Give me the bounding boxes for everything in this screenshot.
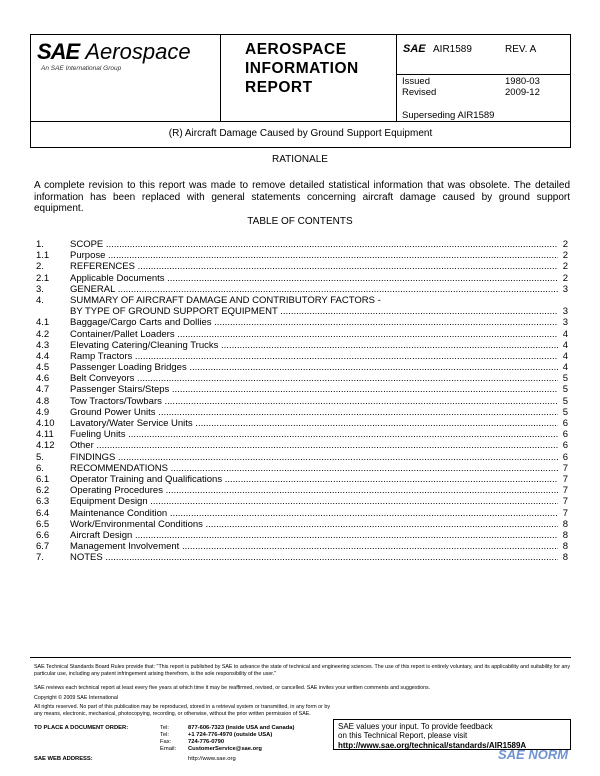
toc-entry-title: Other ..... [70, 440, 558, 451]
toc-entry[interactable] [36, 239, 568, 250]
toc-entry[interactable] [36, 496, 568, 507]
toc-entry-number: 2. [36, 261, 44, 273]
toc-entry-title: Work/Environmental Conditions ..... [70, 519, 558, 530]
toc-entry-number: 4.5 [36, 362, 50, 374]
toc-entry-title: Aircraft Design ..... [70, 530, 558, 541]
tel-label: Tel: [160, 725, 170, 731]
toc-entry-number: 4.2 [36, 328, 50, 340]
tel2-value: +1 724-776-4970 (outside USA) [188, 732, 273, 738]
toc-entry-number: 6. [36, 462, 44, 474]
toc-entry-title: Operator Training and Qualifications ..... [70, 474, 558, 485]
toc-entry-page: 6 [558, 429, 568, 440]
toc-entry-number: 6.1 [36, 473, 50, 485]
sae-norm-watermark: SAE NORM [498, 747, 569, 762]
toc-entry-title: Passenger Loading Bridges ..... [70, 362, 558, 373]
issued-date: 1980-03 [505, 76, 540, 87]
logo-sae-text: SAE [37, 39, 80, 64]
toc-entry-number: 4.1 [36, 317, 50, 329]
toc-entry-number: 4.8 [36, 395, 50, 407]
sae-small-logo: SAE [403, 43, 426, 55]
toc-entry-title: Container/Pallet Loaders ..... [70, 329, 558, 340]
toc-entry-page: 5 [558, 407, 568, 418]
copyright-text: Copyright © 2009 SAE International [34, 695, 118, 701]
toc-entry-page: 2 [558, 273, 568, 284]
toc-entry[interactable] [36, 485, 568, 496]
toc-entry-page: 2 [558, 250, 568, 261]
document-header [30, 34, 571, 148]
toc-entry[interactable] [36, 396, 568, 407]
toc-entry[interactable] [36, 373, 568, 384]
toc-entry-title: Fueling Units ..... [70, 429, 558, 440]
fax-value: 724-776-0790 [188, 739, 225, 745]
toc-entry-title: Ramp Tractors ..... [70, 351, 558, 362]
review-text: SAE reviews each technical report at least every five years at which time it may be reaffirmed, revised, or cancelled. SAE invites your written comments and suggestions. [34, 685, 431, 691]
toc-entry-page: 7 [558, 508, 568, 519]
rights-text: All rights reserved. No part of this publication may be reproduced, stored in a retrieval system or transmitted, in any form or by any means, electronic, mechanical, photocopying, recording, or otherwise, without the prior written permission of SAE. [34, 704, 330, 717]
toc-entry-page: 6 [558, 418, 568, 429]
logo-aerospace-text: Aerospace [85, 39, 191, 64]
toc-entry-page: 2 [558, 261, 568, 272]
report-type-line-2: INFORMATION [245, 60, 359, 77]
toc-entry[interactable] [36, 541, 568, 552]
toc-entry-page: 2 [558, 239, 568, 250]
table-of-contents [36, 239, 568, 563]
toc-entry[interactable] [36, 273, 568, 284]
toc-entry-page: 4 [558, 340, 568, 351]
tel2-label: Tel: [160, 732, 170, 738]
toc-entry[interactable] [36, 250, 568, 261]
toc-entry-title: Applicable Documents ..... [70, 273, 558, 284]
toc-entry-title: Lavatory/Water Service Units ..... [70, 418, 558, 429]
toc-entry-number: 3. [36, 283, 44, 295]
board-rules-text: SAE Technical Standards Board Rules provide that: "This report is published by SAE to advance the state of technical and engineering sciences. The use of this report is entirely voluntary, and its applicability and suitability for any particular use, including any patent infringement arising therefrom, is the sole responsibility of the user." [34, 664, 570, 677]
toc-entry[interactable] [36, 261, 568, 272]
toc-entry[interactable] [36, 384, 568, 395]
toc-entry-number: 6.7 [36, 541, 50, 553]
revision-label: REV. A [505, 44, 537, 55]
toc-entry[interactable] [36, 407, 568, 418]
toc-entry[interactable] [36, 306, 568, 317]
logo-subtitle: An SAE International Group [41, 65, 122, 72]
toc-entry-number: 4.9 [36, 406, 50, 418]
toc-entry-page: 6 [558, 440, 568, 451]
toc-entry-title: FINDINGS ..... [70, 452, 558, 463]
revised-date: 2009-12 [505, 87, 540, 98]
toc-entry-title: Elevating Catering/Cleaning Trucks ..... [70, 340, 558, 351]
toc-entry-title: SUMMARY OF AIRCRAFT DAMAGE AND CONTRIBUTORY FACTORS - [70, 294, 381, 306]
toc-entry-number: 6.2 [36, 485, 50, 497]
toc-entry[interactable] [36, 284, 568, 295]
issued-label: Issued [402, 76, 430, 87]
toc-entry-number: 5. [36, 451, 44, 463]
toc-entry-title: REFERENCES ..... [70, 261, 558, 272]
toc-entry-number: 2.1 [36, 272, 50, 284]
tel-value: 877-606-7323 (inside USA and Canada) [188, 725, 295, 731]
rationale-heading: RATIONALE [272, 154, 328, 165]
toc-entry-page: 8 [558, 552, 568, 563]
rationale-paragraph: A complete revision to this report was made to remove detailed statistical information that was obsolete. The detailed information has been replaced with general statements concerning aircraft damage caused by ground support equipment. [34, 180, 570, 214]
toc-entry-number: 4.12 [36, 440, 55, 452]
toc-entry-title: SCOPE ..... [70, 239, 558, 250]
toc-entry[interactable] [36, 452, 568, 463]
toc-entry-page: 5 [558, 384, 568, 395]
toc-entry-page: 5 [558, 373, 568, 384]
toc-entry-number: 1.1 [36, 250, 50, 262]
toc-entry[interactable] [36, 463, 568, 474]
toc-entry-title: Belt Conveyors ..... [70, 373, 558, 384]
toc-entry-number: 6.4 [36, 507, 50, 519]
toc-entry-page: 8 [558, 530, 568, 541]
toc-entry-title: Operating Procedures ..... [70, 485, 558, 496]
document-number: AIR1589 [433, 44, 472, 55]
email-label: Email: [160, 746, 177, 752]
toc-entry[interactable] [36, 508, 568, 519]
toc-entry-number: 7. [36, 552, 44, 564]
superseding-note: Superseding AIR1589 [402, 110, 495, 121]
toc-entry[interactable] [36, 519, 568, 530]
toc-entry-number: 6.6 [36, 529, 50, 541]
feedback-line-2: on this Technical Report, please visit [338, 731, 468, 741]
toc-entry-title: Equipment Design ..... [70, 496, 558, 507]
toc-entry-title: RECOMMENDATIONS ..... [70, 463, 558, 474]
toc-entry[interactable] [36, 329, 568, 340]
feedback-box [333, 719, 571, 750]
toc-entry[interactable] [36, 351, 568, 362]
toc-entry-title: Ground Power Units ..... [70, 407, 558, 418]
web-address-link[interactable]: http://www.sae.org [188, 756, 236, 762]
toc-entry-page: 6 [558, 452, 568, 463]
toc-entry-page: 7 [558, 496, 568, 507]
email-link[interactable]: CustomerService@sae.org [188, 746, 262, 752]
toc-entry-number: 1. [36, 239, 44, 250]
toc-entry-page: 8 [558, 519, 568, 530]
toc-entry[interactable] [36, 474, 568, 485]
sae-aerospace-logo [37, 39, 191, 65]
toc-entry-number: 4.4 [36, 350, 50, 362]
web-address-label: SAE WEB ADDRESS: [34, 756, 93, 762]
feedback-line-1: SAE values your input. To provide feedback [338, 722, 493, 731]
toc-entry[interactable] [36, 552, 568, 563]
toc-entry-page: 7 [558, 474, 568, 485]
toc-entry-page: 7 [558, 485, 568, 496]
report-type-line-3: REPORT [245, 79, 313, 96]
toc-entry-title: BY TYPE OF GROUND SUPPORT EQUIPMENT ..... [70, 306, 558, 317]
toc-entry-title: GENERAL ..... [70, 284, 558, 295]
toc-entry[interactable] [36, 530, 568, 541]
toc-entry-title: Passenger Stairs/Steps ..... [70, 384, 558, 395]
toc-entry[interactable] [36, 340, 568, 351]
report-type-line-1: AEROSPACE [245, 41, 347, 58]
toc-entry-title: Management Involvement ..... [70, 541, 558, 552]
toc-entry-page: 7 [558, 463, 568, 474]
toc-entry-number: 4.3 [36, 339, 50, 351]
toc-entry-number: 4.10 [36, 418, 55, 429]
toc-entry[interactable] [36, 440, 568, 451]
feedback-link[interactable]: http://www.sae.org/technical/standards/AIR1589A [338, 740, 527, 750]
toc-entry[interactable] [36, 295, 568, 306]
revised-label: Revised [402, 87, 437, 98]
toc-entry-page: 3 [558, 317, 568, 328]
order-label: TO PLACE A DOCUMENT ORDER: [34, 725, 129, 731]
toc-entry-number: 4.6 [36, 373, 50, 385]
footer-divider [30, 657, 571, 658]
toc-entry-title: Tow Tractors/Towbars ..... [70, 396, 558, 407]
toc-entry-page: 4 [558, 362, 568, 373]
toc-entry-page: 4 [558, 351, 568, 362]
toc-entry-title: Maintenance Condition ..... [70, 508, 558, 519]
logo-cell [31, 35, 221, 121]
toc-entry-page: 3 [558, 284, 568, 295]
toc-entry-number: 6.5 [36, 518, 50, 530]
toc-heading: TABLE OF CONTENTS [247, 216, 353, 227]
toc-entry-number: 4.11 [36, 429, 54, 441]
toc-entry-page: 3 [558, 306, 568, 317]
subject-row [31, 121, 570, 148]
toc-entry-number: 6.3 [36, 496, 50, 508]
fax-label: Fax: [160, 739, 172, 745]
toc-entry-title: Baggage/Cargo Carts and Dollies ..... [70, 317, 558, 328]
report-type-cell [221, 35, 397, 121]
document-subject: (R) Aircraft Damage Caused by Ground Support Equipment [168, 128, 433, 139]
toc-entry-page: 5 [558, 396, 568, 407]
toc-entry-number: 4.7 [36, 384, 50, 396]
document-info-cell [397, 35, 571, 121]
document-id-row [397, 35, 571, 75]
toc-entry-number: 4. [36, 294, 44, 306]
toc-entry[interactable] [36, 317, 568, 328]
toc-entry[interactable] [36, 429, 568, 440]
toc-entry-page: 8 [558, 541, 568, 552]
toc-entry-title: NOTES ..... [70, 552, 558, 563]
toc-entry[interactable] [36, 418, 568, 429]
toc-entry-title: Purpose ..... [70, 250, 558, 261]
toc-entry-page: 4 [558, 329, 568, 340]
toc-entry[interactable] [36, 362, 568, 373]
